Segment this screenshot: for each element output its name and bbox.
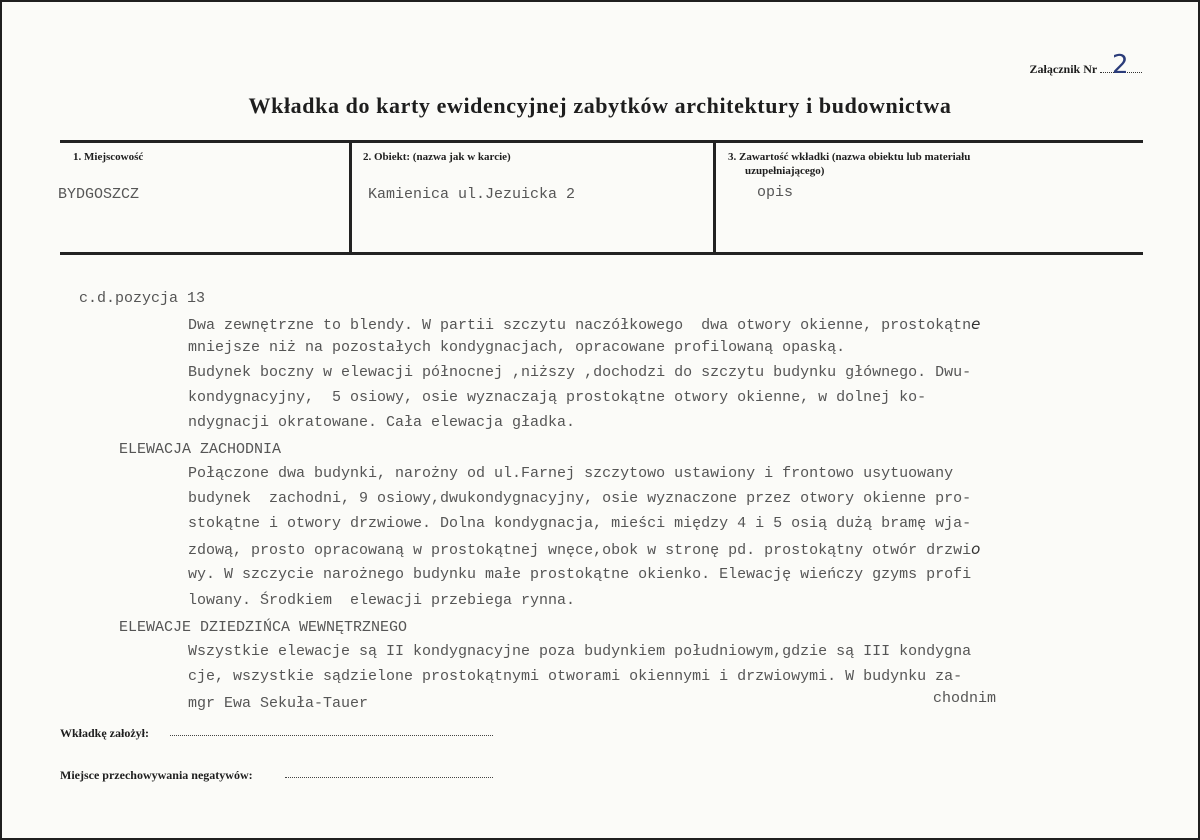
body-line: ndygnacji okratowane. Cała elewacja gładka. <box>188 414 576 431</box>
body-line: wy. W szczycie narożnego budynku małe prostokątne okienko. Elewację wieńczy gzyms profi <box>188 566 972 583</box>
negatives-location-line <box>285 777 493 778</box>
object-label: 2. Obiekt: (nazwa jak w karcie) <box>363 151 511 163</box>
place-value: BYDGOSZCZ <box>58 186 140 203</box>
body-line: Połączone dwa budynki, narożny od ul.Farnej szczytowo ustawiony i frontowo usytuowany <box>188 465 954 482</box>
attachment-number-line <box>1100 50 1142 80</box>
body-line: chodnim <box>933 690 997 707</box>
inserted-by-line <box>170 735 493 736</box>
section-heading: ELEWACJA ZACHODNIA <box>119 441 282 458</box>
column-divider-1 <box>349 141 352 253</box>
contents-label-line1: 3. Zawartość wkładki (nazwa obiektu lub materiału <box>728 151 971 163</box>
section-heading: ELEWACJE DZIEDZIŃCA WEWNĘTRZNEGO <box>119 619 408 636</box>
document-title: Wkładka do karty ewidencyjnej zabytków architektury i budownictwa <box>248 93 952 118</box>
object-value: Kamienica ul.Jezuicka 2 <box>368 186 576 203</box>
body-line: Budynek boczny w elewacji północnej ,niższy ,dochodzi do szczytu budynku głównego. Dwu- <box>188 364 972 381</box>
body-line: budynek zachodni, 9 osiowy,dwukondygnacyjny, osie wyznaczone przez otwory okienne pro- <box>188 490 972 507</box>
table-top-rule <box>60 140 1143 143</box>
body-line: kondygnacyjny, 5 osiowy, osie wyznaczają prostokątne otwory okienne, w dolnej ko- <box>188 389 927 406</box>
author-name: mgr Ewa Sekuła-Tauer <box>188 695 369 712</box>
attachment-number-value: 2 <box>1112 50 1129 80</box>
attachment-label: Załącznik Nr <box>1029 62 1097 76</box>
contents-label <box>728 150 970 178</box>
body-line: lowany. Środkiem elewacji przebiega rynna. <box>188 592 576 609</box>
body-line: cje, wszystkie sądzielone prostokątnymi otworami okiennymi i drzwiowymi. W budynku za- <box>188 668 963 685</box>
negatives-location-label: Miejsce przechowywania negatywów: <box>60 768 253 782</box>
body-line: stokątne i otwory drzwiowe. Dolna kondygnacja, mieści między 4 i 5 osią dużą bramę wja- <box>188 515 972 532</box>
handwritten-correction: e <box>971 315 981 333</box>
handwritten-correction: o <box>971 540 981 558</box>
place-label: 1. Miejscowość <box>73 151 144 163</box>
column-divider-2 <box>713 141 716 253</box>
inserted-by-label: Wkładkę założył: <box>60 726 149 740</box>
table-bottom-rule <box>60 252 1143 255</box>
body-line: mniejsze niż na pozostałych kondygnacjach, opracowane profilowaną opaską. <box>188 339 846 356</box>
body-line: zdową, prosto opracowaną w prostokątnej wnęce,obok w stronę pd. prostokątny otwór drzwio <box>188 540 981 559</box>
attachment-number <box>1029 50 1142 80</box>
contents-value: opis <box>757 184 794 201</box>
contents-label-line2: uzupełniającego) <box>745 165 825 177</box>
body-line: Wszystkie elewacje są II kondygnacyjne poza budynkiem południowym,gdzie są III kondygna <box>188 643 972 660</box>
body-line: Dwa zewnętrzne to blendy. W partii szczytu naczółkowego dwa otwory okienne, prostokątne <box>188 315 981 334</box>
body-line: c.d.pozycja 13 <box>79 290 206 307</box>
